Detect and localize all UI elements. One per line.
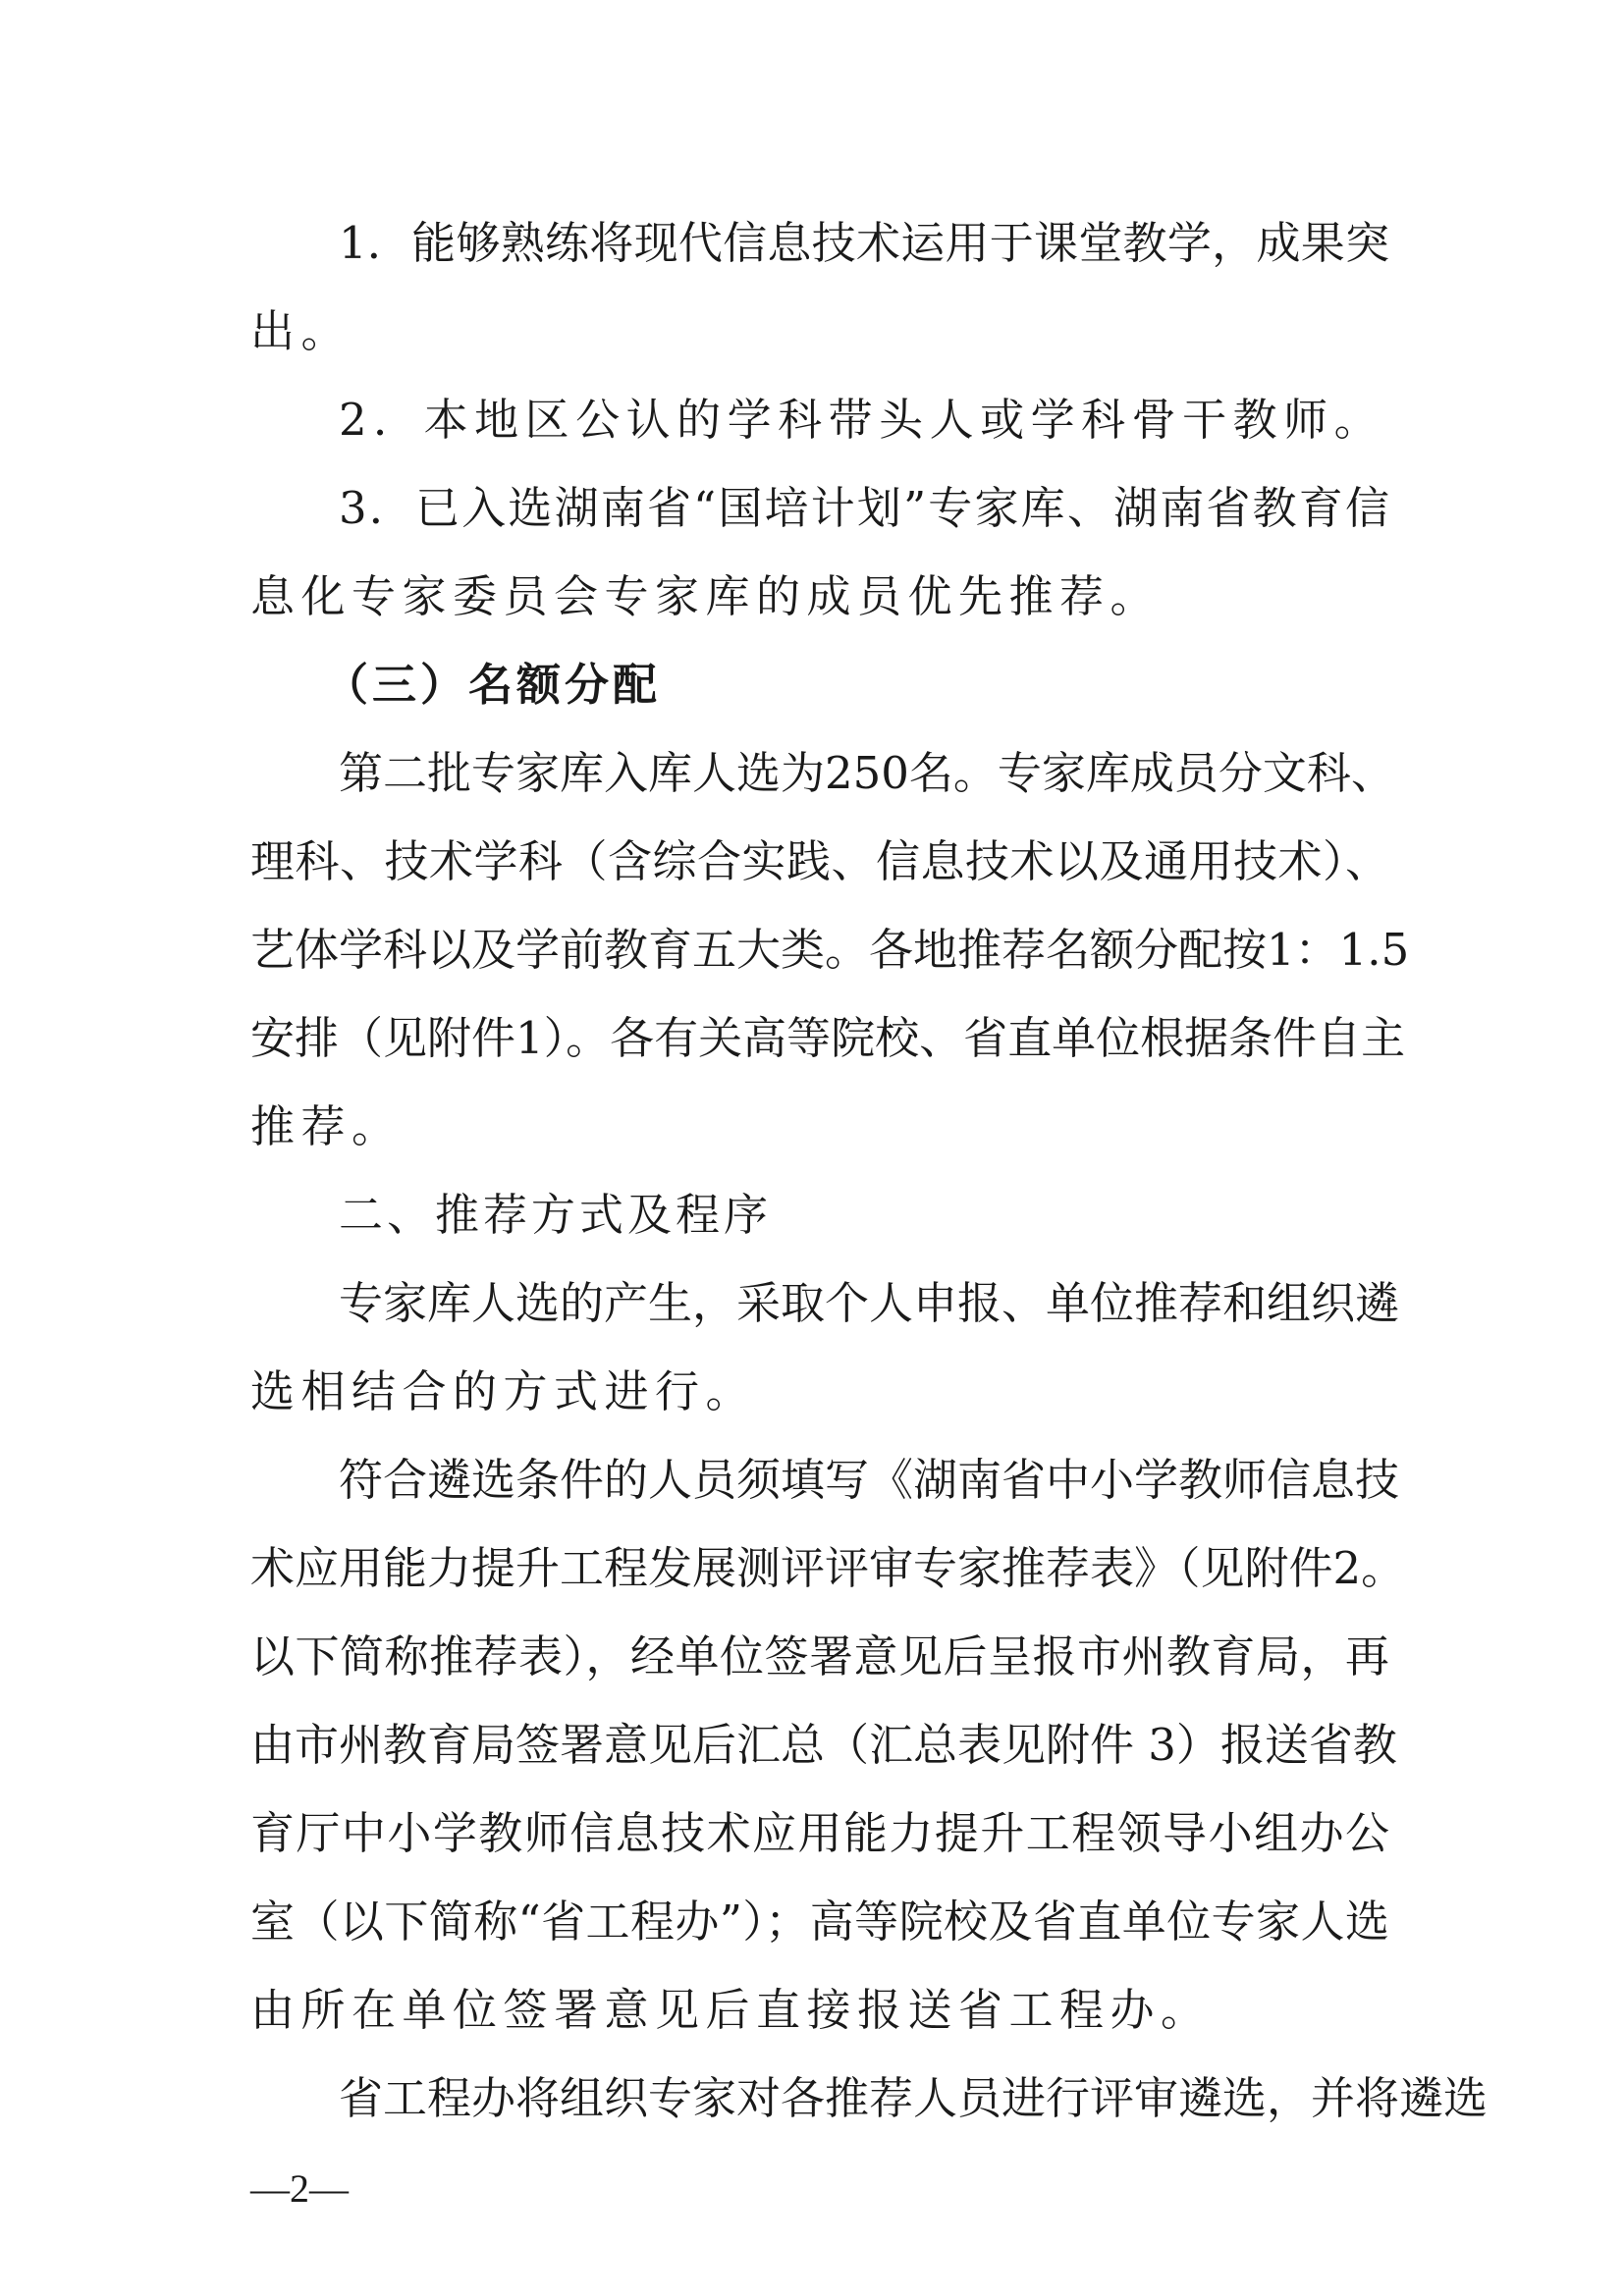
- item-3-line-2: 息化专家委员会专家库的成员优先推荐。: [250, 570, 1162, 622]
- item-3-line-1: 3．已入选湖南省“国培计划”专家库、湖南省教育信: [339, 482, 1389, 534]
- page-number: —2—: [250, 2166, 349, 2211]
- form-paragraph-line-2: 术应用能力提升工程发展测评评审专家推荐表》（见附件2。: [250, 1542, 1406, 1594]
- form-paragraph-line-6: 室（以下简称“省工程办”）；高等院校及省直单位专家人选: [250, 1896, 1389, 1948]
- method-paragraph-line-2: 选相结合的方式进行。: [250, 1365, 757, 1417]
- form-paragraph-line-1: 符合遴选条件的人员须填写《湖南省中小学教师信息技: [339, 1454, 1400, 1506]
- form-paragraph-line-3: 以下简称推荐表），经单位签署意见后呈报市州教育局，再: [250, 1630, 1389, 1682]
- section-heading-quota: （三）名额分配: [324, 659, 662, 711]
- quota-paragraph-line-2: 理科、技术学科（含综合实践、信息技术以及通用技术）、: [250, 835, 1389, 887]
- section-heading-method: 二、推荐方式及程序: [339, 1189, 773, 1241]
- review-paragraph-line-1: 省工程办将组织专家对各推荐人员进行评审遴选，并将遴选: [339, 2072, 1489, 2124]
- quota-paragraph-line-5: 推荐。: [250, 1100, 403, 1152]
- item-1-line-2: 出。: [250, 305, 352, 357]
- quota-paragraph-line-3: 艺体学科以及学前教育五大类。各地推荐名额分配按1：1.5: [250, 924, 1410, 976]
- form-paragraph-line-5: 育厅中小学教师信息技术应用能力提升工程领导小组办公: [250, 1807, 1389, 1859]
- quota-paragraph-line-1: 第二批专家库入库人选为250名。专家库成员分文科、: [339, 747, 1395, 799]
- method-paragraph-line-1: 专家库人选的产生，采取个人申报、单位推荐和组织遴: [339, 1277, 1400, 1329]
- item-1-line-1: 1．能够熟练将现代信息技术运用于课堂教学，成果突: [339, 217, 1389, 269]
- form-paragraph-line-7: 由所在单位签署意见后直接报送省工程办。: [250, 1984, 1212, 2036]
- form-paragraph-line-4: 由市州教育局签署意见后汇总（汇总表见附件 3）报送省教: [250, 1719, 1397, 1771]
- quota-paragraph-line-4: 安排（见附件1）。各有关高等院校、省直单位根据条件自主: [250, 1012, 1406, 1064]
- item-2: 2．本地区公认的学科带头人或学科骨干教师。: [339, 394, 1385, 446]
